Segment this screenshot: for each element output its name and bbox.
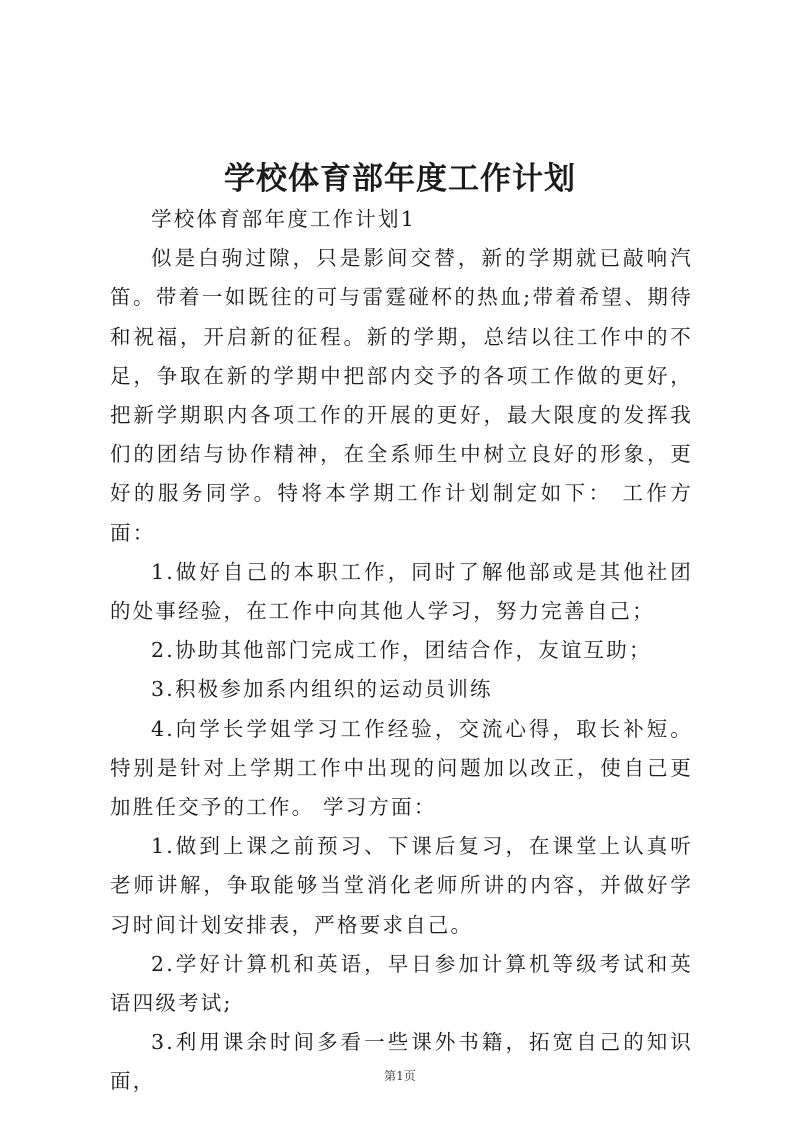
- paragraph-study-3: 3.利用课余时间多看一些课外书籍，拓宽自己的知识面，: [110, 1030, 693, 1094]
- page-number: 第1页: [384, 1069, 416, 1083]
- document-title: 学校体育部年度工作计划: [224, 161, 576, 197]
- paragraph-work-2: 2.协助其他部门完成工作，团结合作，友谊互助；: [151, 638, 652, 663]
- paragraph-intro: 似是白驹过隙，只是影间交替，新的学期就已敲响汽笛。带着一如既往的可与雷霆碰杯的热血;带着希望、期待和祝福，开启新的征程。新的学期，总结以往工作中的不足，争取在新的学期中把部内交予的各项工作做的更好，把新学期职内各项工作的开展的更好，最大限度的发挥我们的团结与协作精神，在全系师生中树立良好的形象，更好的服务同学。特将本学期工作计划制定如下： 工作方面：: [110, 246, 693, 545]
- paragraph-subtitle: 学校体育部年度工作计划1: [151, 207, 416, 231]
- paragraph-work-3: 3.积极参加系内组织的运动员训练: [151, 677, 493, 702]
- document-body: [110, 200, 693, 1102]
- paragraph-study-2: 2.学好计算机和英语，早日参加计算机等级考试和英语四级考试;: [110, 951, 693, 1016]
- paragraph-study-1: 1.做到上课之前预习、下课后复习，在课堂上认真听老师讲解，争取能够当堂消化老师所讲的内容，并做好学习时间计划安排表，严格要求自己。: [110, 834, 693, 937]
- paragraph-work-4: 4.向学长学姐学习工作经验，交流心得，取长补短。特别是针对上学期工作中出现的问题加以改正，使自己更加胜任交予的工作。 学习方面：: [110, 716, 693, 820]
- paragraph-work-1: 1.做好自己的本职工作，同时了解他部或是其他社团的处事经验，在工作中向其他人学习，努力完善自己；: [110, 559, 693, 624]
